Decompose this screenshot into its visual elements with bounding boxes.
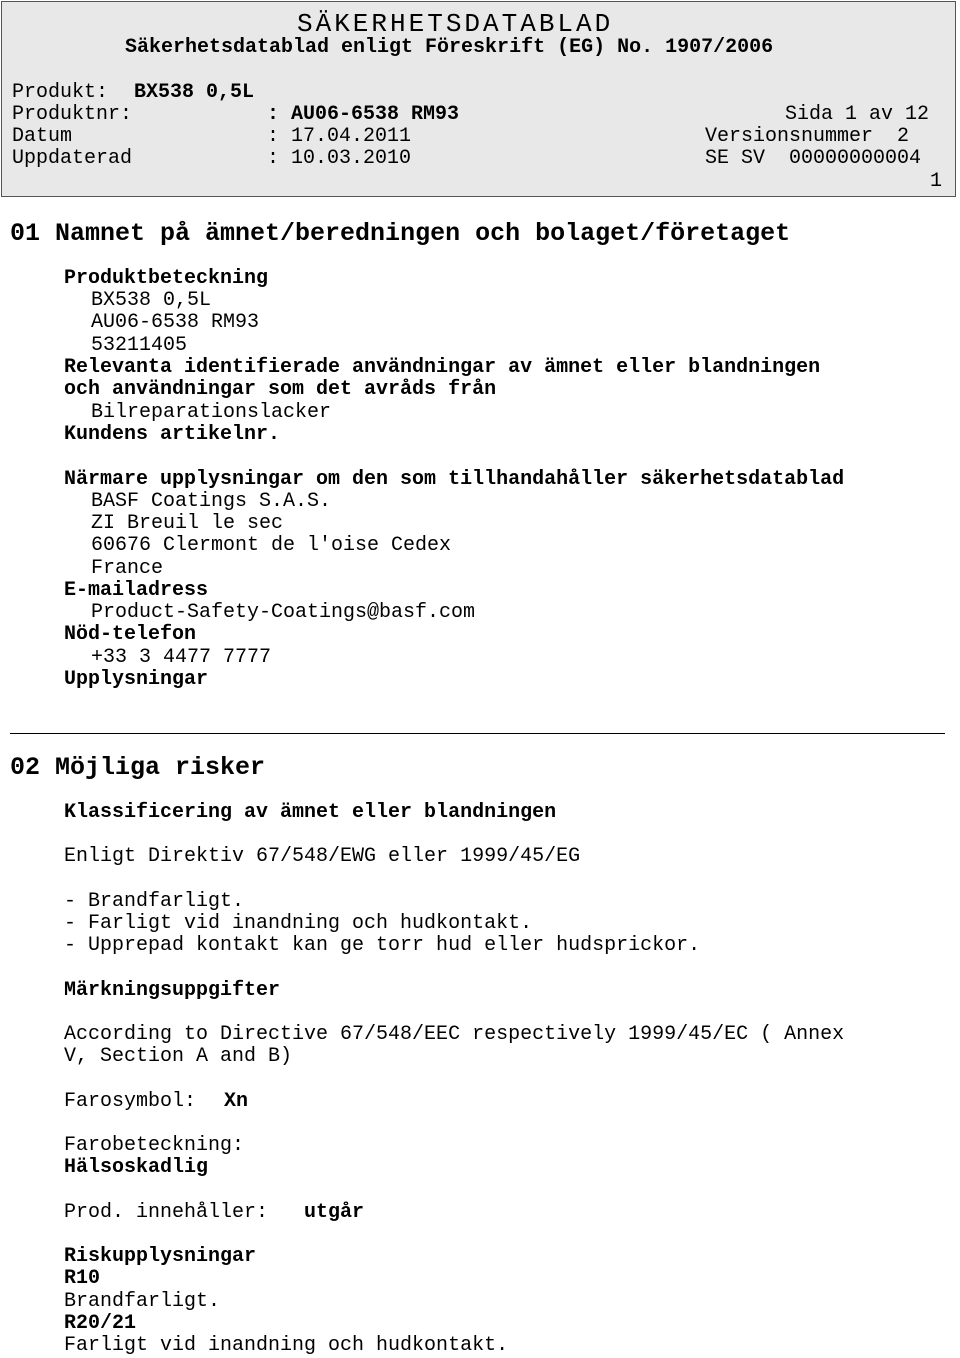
prod-innehaller-label: Prod. innehåller:: [64, 1201, 269, 1224]
product-line: AU06-6538 RM93: [91, 311, 260, 334]
uppdaterad-label: Uppdaterad: [12, 147, 133, 170]
section-divider: [10, 733, 945, 734]
email-value[interactable]: Product-Safety-Coatings@basf.com: [91, 601, 476, 624]
document-header: [1, 1, 956, 197]
uses-label: Relevanta identifierade användningar av ämnet eller blandningen: [64, 356, 821, 379]
produktnr-label: Produktnr:: [12, 103, 133, 126]
uses-label-cont: och användningar som det avråds från: [64, 378, 497, 401]
r10-text: Brandfarligt.: [64, 1290, 221, 1313]
document-code-suffix: 1: [930, 170, 943, 193]
farobeteckning-label: Farobeteckning:: [64, 1134, 245, 1157]
section-02-heading: 02 Möjliga risker: [10, 753, 266, 782]
risk-item: - Brandfarligt.: [64, 890, 245, 913]
marking-label: Märkningsuppgifter: [64, 979, 281, 1002]
product-line: 53211405: [91, 334, 188, 357]
according-text-cont: V, Section A and B): [64, 1045, 293, 1068]
document-code: SE SV 00000000004: [705, 147, 922, 170]
produktnr-value: : AU06-6538 RM93: [267, 103, 460, 126]
datum-label: Datum: [12, 125, 73, 148]
supplier-line: BASF Coatings S.A.S.: [91, 490, 332, 513]
farosymbol-value: Xn: [224, 1090, 249, 1113]
datum-value: : 17.04.2011: [267, 125, 412, 148]
kundens-artikelnr-label: Kundens artikelnr.: [64, 423, 281, 446]
farosymbol-label: Farosymbol:: [64, 1090, 197, 1113]
risk-item: - Upprepad kontakt kan ge torr hud eller hudsprickor.: [64, 934, 701, 957]
page-indicator: Sida 1 av 12: [785, 103, 930, 126]
email-label: E-mailadress: [64, 579, 209, 602]
supplier-line: 60676 Clermont de l'oise Cedex: [91, 534, 452, 557]
phone-label: Nöd-telefon: [64, 623, 197, 646]
produkt-value: BX538 0,5L: [134, 81, 255, 104]
r2021-text: Farligt vid inandning och hudkontakt.: [64, 1334, 509, 1357]
r2021-code: R20/21: [64, 1312, 137, 1335]
prod-innehaller-value: utgår: [304, 1201, 365, 1224]
product-line: BX538 0,5L: [91, 289, 212, 312]
supplier-line: ZI Breuil le sec: [91, 512, 284, 535]
risk-item: - Farligt vid inandning och hudkontakt.: [64, 912, 533, 935]
document-subtitle: Säkerhetsdatablad enligt Föreskrift (EG) No. 1907/2006: [125, 36, 774, 59]
r10-code: R10: [64, 1267, 101, 1290]
riskupplysningar-label: Riskupplysningar: [64, 1245, 257, 1268]
upplysningar-label: Upplysningar: [64, 668, 209, 691]
section-01-heading: 01 Namnet på ämnet/beredningen och bolaget/företaget: [10, 219, 791, 248]
uses-value: Bilreparationslacker: [91, 401, 332, 424]
classification-label: Klassificering av ämnet eller blandningen: [64, 801, 557, 824]
farobeteckning-value: Hälsoskadlig: [64, 1156, 209, 1179]
version-number: Versionsnummer 2: [705, 125, 910, 148]
supplier-label: Närmare upplysningar om den som tillhandahåller säkerhetsdatablad: [64, 468, 845, 491]
uppdaterad-value: : 10.03.2010: [267, 147, 412, 170]
produktbeteckning-label: Produktbeteckning: [64, 267, 269, 290]
according-text: According to Directive 67/548/EEC respectively 1999/45/EC ( Annex: [64, 1023, 845, 1046]
document-title: SÄKERHETSDATABLAD: [297, 9, 614, 39]
phone-value: +33 3 4477 7777: [91, 646, 272, 669]
directive-text: Enligt Direktiv 67/548/EWG eller 1999/45/EG: [64, 845, 581, 868]
supplier-line: France: [91, 557, 164, 580]
produkt-label: Produkt:: [12, 81, 109, 104]
